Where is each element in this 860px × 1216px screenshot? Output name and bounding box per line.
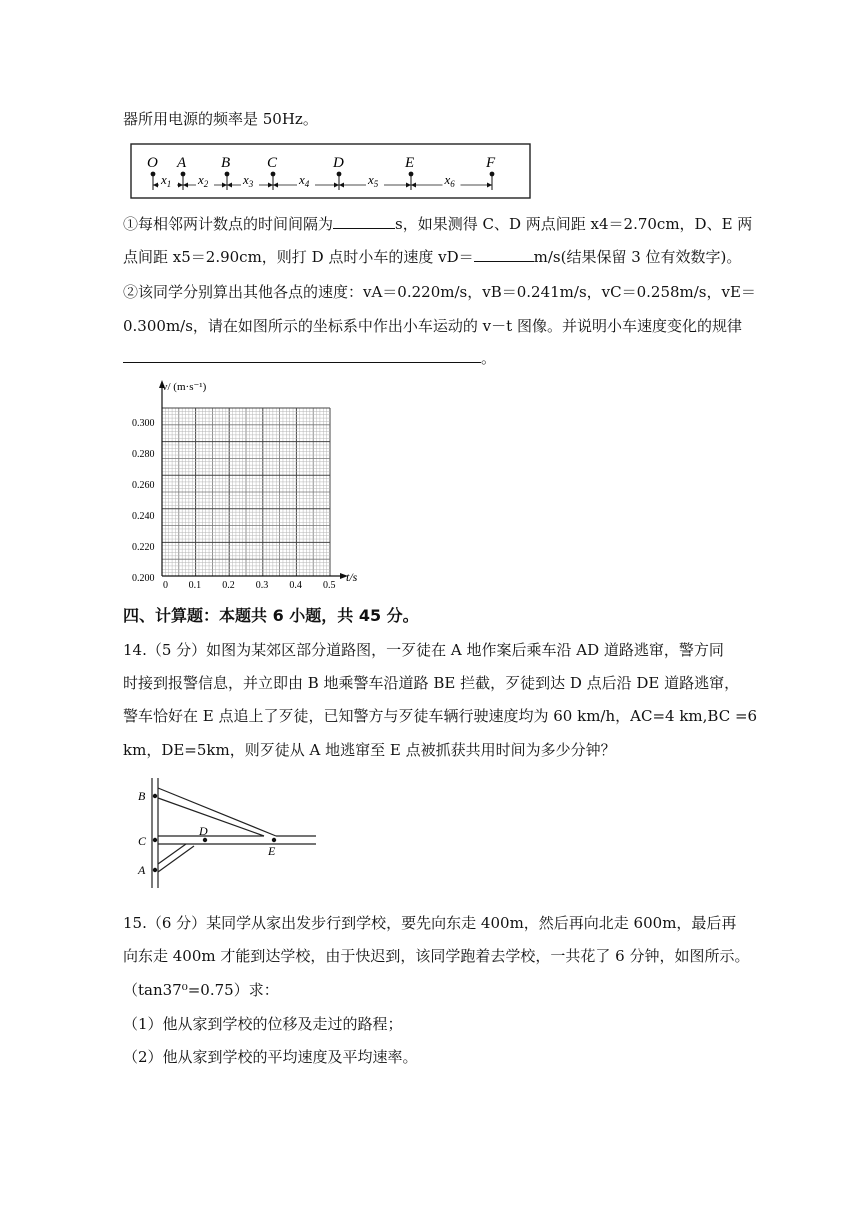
map-label-b: B: [138, 789, 146, 803]
tape-segment-x6: $x_6$: [444, 172, 455, 189]
intro-line: 器所用电源的频率是 50Hz。: [123, 110, 318, 128]
answer-blank-rule: [123, 348, 481, 363]
ticker-tape-figure: [130, 143, 532, 201]
tape-label-D: D: [333, 155, 344, 171]
q15-line2: 向东走 400m 才能到达学校，由于快迟到，该同学跑着去学校，一共花了 6 分钟，如图所示。: [123, 947, 750, 965]
graph-x-label: t/s: [346, 570, 358, 584]
tape-segment-x3: $x_3$: [243, 172, 254, 189]
x-tick-label: 0.5: [323, 580, 336, 590]
tape-label-O: O: [147, 155, 158, 171]
vt-graph: [128, 378, 368, 590]
map-label-d: D: [199, 824, 208, 838]
tape-segment-x1: $x_1$: [161, 172, 172, 189]
x-tick-label: 0: [163, 580, 168, 590]
q13-line4: 0.300m/s，请在如图所示的坐标系中作出小车运动的 v－t 图像。并说明小车速度变化的规律: [123, 317, 742, 335]
tape-label-C: C: [267, 155, 278, 171]
q15-line1: 15.（6 分）某同学从家出发步行到学校，要先向东走 400m，然后再向北走 600m，最后再: [123, 914, 737, 932]
map-label-e: E: [268, 844, 276, 858]
q14-line4: km，DE=5km，则歹徒从 A 地逃窜至 E 点被抓获共用时间为多少分钟？: [123, 741, 616, 759]
tape-label-B: B: [221, 155, 231, 171]
q13-line5: 。: [123, 348, 743, 368]
tape-segment-x2: $x_2$: [198, 172, 209, 189]
q13-line2: 点间距 x5＝2.90cm，则打 D 点时小车的速度 vD＝ m/s(结果保留 3 位有效数字)。: [123, 248, 742, 266]
map-label-a: A: [138, 863, 146, 877]
q14-line3: 警车恰好在 E 点追上了歹徒，已知警方与歹徒车辆行驶速度均为 60 km/h，AC=4 km,BC =6: [123, 707, 758, 725]
tape-segment-x5: $x_5$: [368, 172, 379, 189]
y-tick-label: 0.280: [132, 449, 155, 460]
x-tick-label: 0.1: [188, 580, 202, 590]
map-label-c: C: [138, 834, 147, 848]
x-tick-label: 0.3: [255, 580, 269, 590]
q15-sub2: （2）他从家到学校的平均速度及平均速率。: [123, 1048, 418, 1066]
y-tick-label: 0.220: [132, 542, 155, 553]
answer-blank-vd: [474, 247, 534, 262]
q13-line1: ①每相邻两计数点的时间间隔为 s，如果测得 C、D 两点间距 x4＝2.70cm，D、E 两: [123, 215, 753, 233]
answer-blank-interval: [333, 214, 395, 229]
section-4-heading: 四、计算题：本题共 6 小题，共 45 分。: [123, 606, 419, 625]
y-tick-label: 0.260: [132, 480, 155, 491]
q15-sub1: （1）他从家到学校的位移及走过的路程；: [123, 1015, 403, 1033]
tape-label-E: E: [405, 155, 415, 171]
y-tick-label: 0.200: [132, 573, 155, 584]
tape-label-A: A: [177, 155, 187, 171]
q13-line3: ②该同学分别算出其他各点的速度：vA＝0.220m/s，vB＝0.241m/s，vC＝0.258m/s，vE＝: [123, 283, 756, 301]
y-tick-label: 0.300: [132, 418, 155, 429]
tape-label-F: F: [486, 155, 496, 171]
q15-line3: （tan37⁰=0.75）求：: [123, 981, 279, 999]
road-map-figure: [132, 778, 322, 890]
q14-line2: 时接到报警信息，并立即由 B 地乘警车沿道路 BE 拦截，歹徒到达 D 点后沿 DE 道路逃窜，: [123, 674, 740, 692]
graph-y-label: v/ (m·s⁻¹): [162, 381, 207, 393]
tape-segment-x4: $x_4$: [299, 172, 310, 189]
q14-line1: 14.（5 分）如图为某郊区部分道路图，一歹徒在 A 地作案后乘车沿 AD 道路逃窜，警方同: [123, 641, 724, 659]
x-tick-label: 0.2: [222, 580, 235, 590]
x-tick-label: 0.4: [289, 580, 302, 590]
y-tick-label: 0.240: [132, 511, 155, 522]
